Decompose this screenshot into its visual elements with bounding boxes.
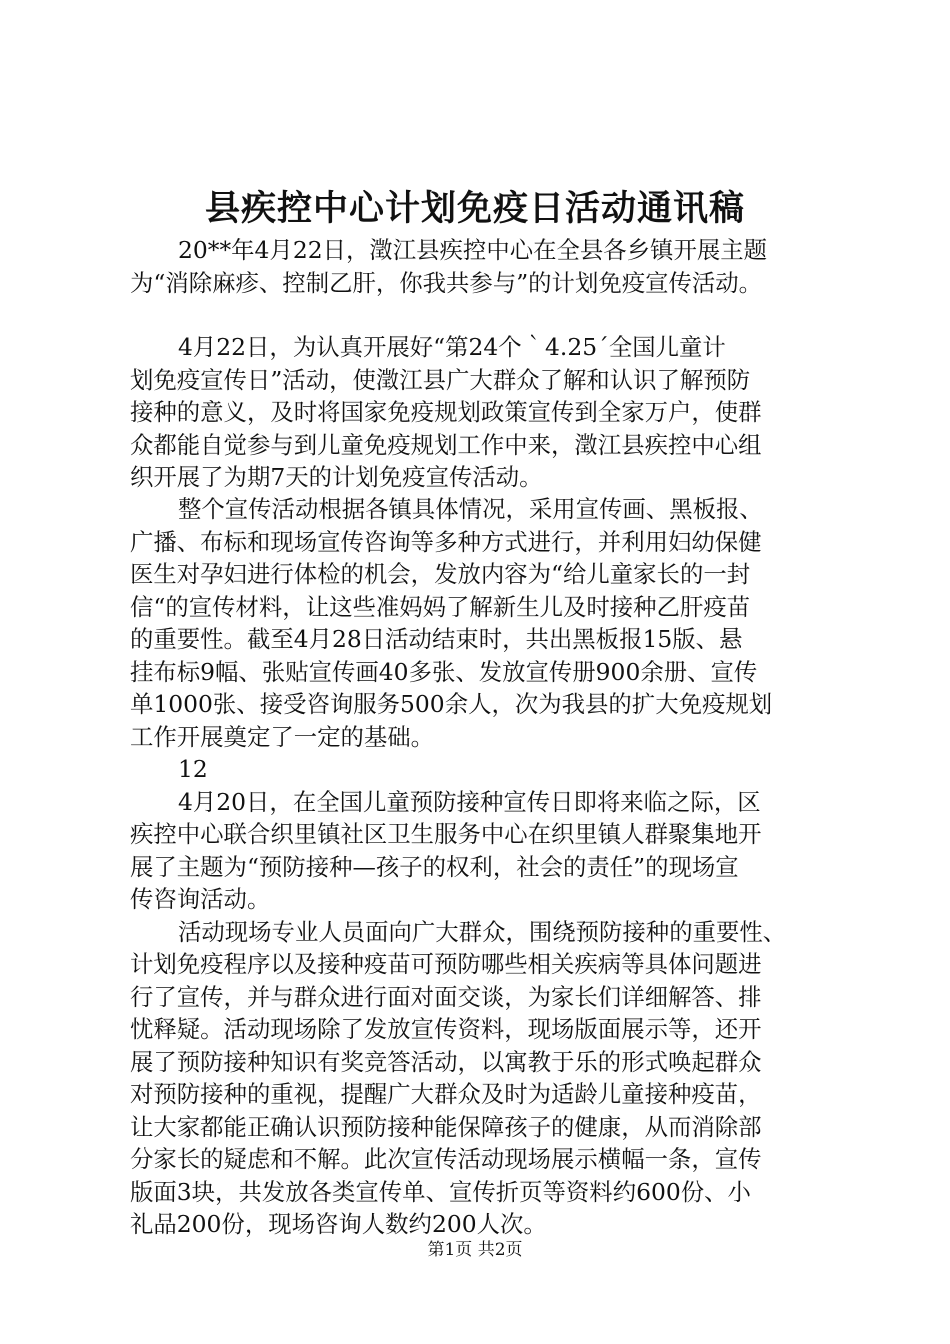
paragraph-line: 版面3块，共发放各类宣传单、宣传折页等资料约600份、小: [130, 1177, 751, 1206]
page-number-footer: 第1页 共2页: [427, 1240, 523, 1260]
paragraph-line: 信“的宣传材料，让这些准妈妈了解新生儿及时接种乙肝疫苗: [130, 592, 751, 621]
paragraph-line: 忧释疑。活动现场除了发放宣传资料，现场版面展示等，还开: [130, 1015, 762, 1043]
paragraph-line: 行了宣传，并与群众进行面对面交谈，为家长们详细解答、排: [130, 982, 762, 1011]
paragraph-line: 展了主题为“预防接种—孩子的权利，社会的责任”的现场宣: [130, 852, 739, 881]
paragraph-line: 分家长的疑虑和不解。此次宣传活动现场展示横幅一条，宣传: [130, 1145, 762, 1173]
paragraph-line: 12: [178, 755, 208, 783]
paragraph-1: [130, 234, 840, 299]
paragraph-line: 计划免疫程序以及接种疫苗可预防哪些相关疾病等具体问题进: [130, 950, 762, 978]
paragraph-line: 划免疫宣传日”活动，使澂江县广大群众了解和认识了解预防: [130, 365, 751, 394]
paragraph-line: 医生对孕妇进行体检的机会，发放内容为“给儿童家长的一封: [130, 560, 751, 588]
paragraph-2: [130, 331, 840, 494]
paragraph-line: 20**年4月22日，澂江县疾控中心在全县各乡镇开展主题: [178, 236, 768, 264]
paragraph-line: 4月20日，在全国儿童预防接种宣传日即将来临之际，区: [178, 787, 761, 816]
paragraph-line: 工作开展奠定了一定的基础。: [130, 722, 435, 751]
paragraph-line: 4月22日，为认真开展好“第24个｀4.25´全国儿童计: [178, 333, 726, 361]
paragraph-line: 让大家都能正确认识预防接种能保障孩子的健康，从而消除部: [130, 1112, 762, 1141]
paragraph-3: [130, 493, 840, 1241]
paragraph-line: 疾控中心联合织里镇社区卫生服务中心在织里镇人群聚集地开: [130, 820, 762, 848]
paragraph-line: 挂布标9幅、张贴宣传画40多张、发放宣传册900余册、宣传: [130, 657, 758, 686]
paragraph-line: 单1000张、接受咨询服务500余人，次为我县的扩大免疫规划: [130, 690, 773, 718]
paragraph-line: 为“消除麻疹、控制乙肝，你我共参与”的计划免疫宣传活动。: [130, 268, 763, 297]
paragraph-line: 礼品200份，现场咨询人数约200人次。: [130, 1210, 547, 1238]
paragraph-line: 整个宣传活动根据各镇具体情况，采用宣传画、黑板报、: [178, 495, 763, 523]
paragraph-line: 对预防接种的重视，提醒广大群众及时为适龄儿童接种疫苗，: [130, 1080, 762, 1108]
document-title: 县疾控中心计划免疫日活动通讯稿: [204, 188, 745, 229]
paragraph-line: 活动现场专业人员面向广大群众，围绕预防接种的重要性、: [178, 917, 787, 946]
paragraph-line: 织开展了为期7天的计划免疫宣传活动。: [130, 463, 543, 491]
paragraph-line: 的重要性。截至4月28日活动结束时，共出黑板报15版、悬: [130, 625, 743, 653]
paragraph-line: 接种的意义，及时将国家免疫规划政策宣传到全家万户，使群: [130, 398, 762, 426]
paragraph-line: 展了预防接种知识有奖竞答活动，以寓教于乐的形式唤起群众: [130, 1047, 762, 1076]
paragraph-line: 传咨询活动。: [130, 885, 271, 913]
paragraph-line: 众都能自觉参与到儿童免疫规划工作中来，澂江县疾控中心组: [130, 430, 762, 459]
paragraph-line: 广播、布标和现场宣传咨询等多种方式进行，并利用妇幼保健: [130, 527, 762, 556]
